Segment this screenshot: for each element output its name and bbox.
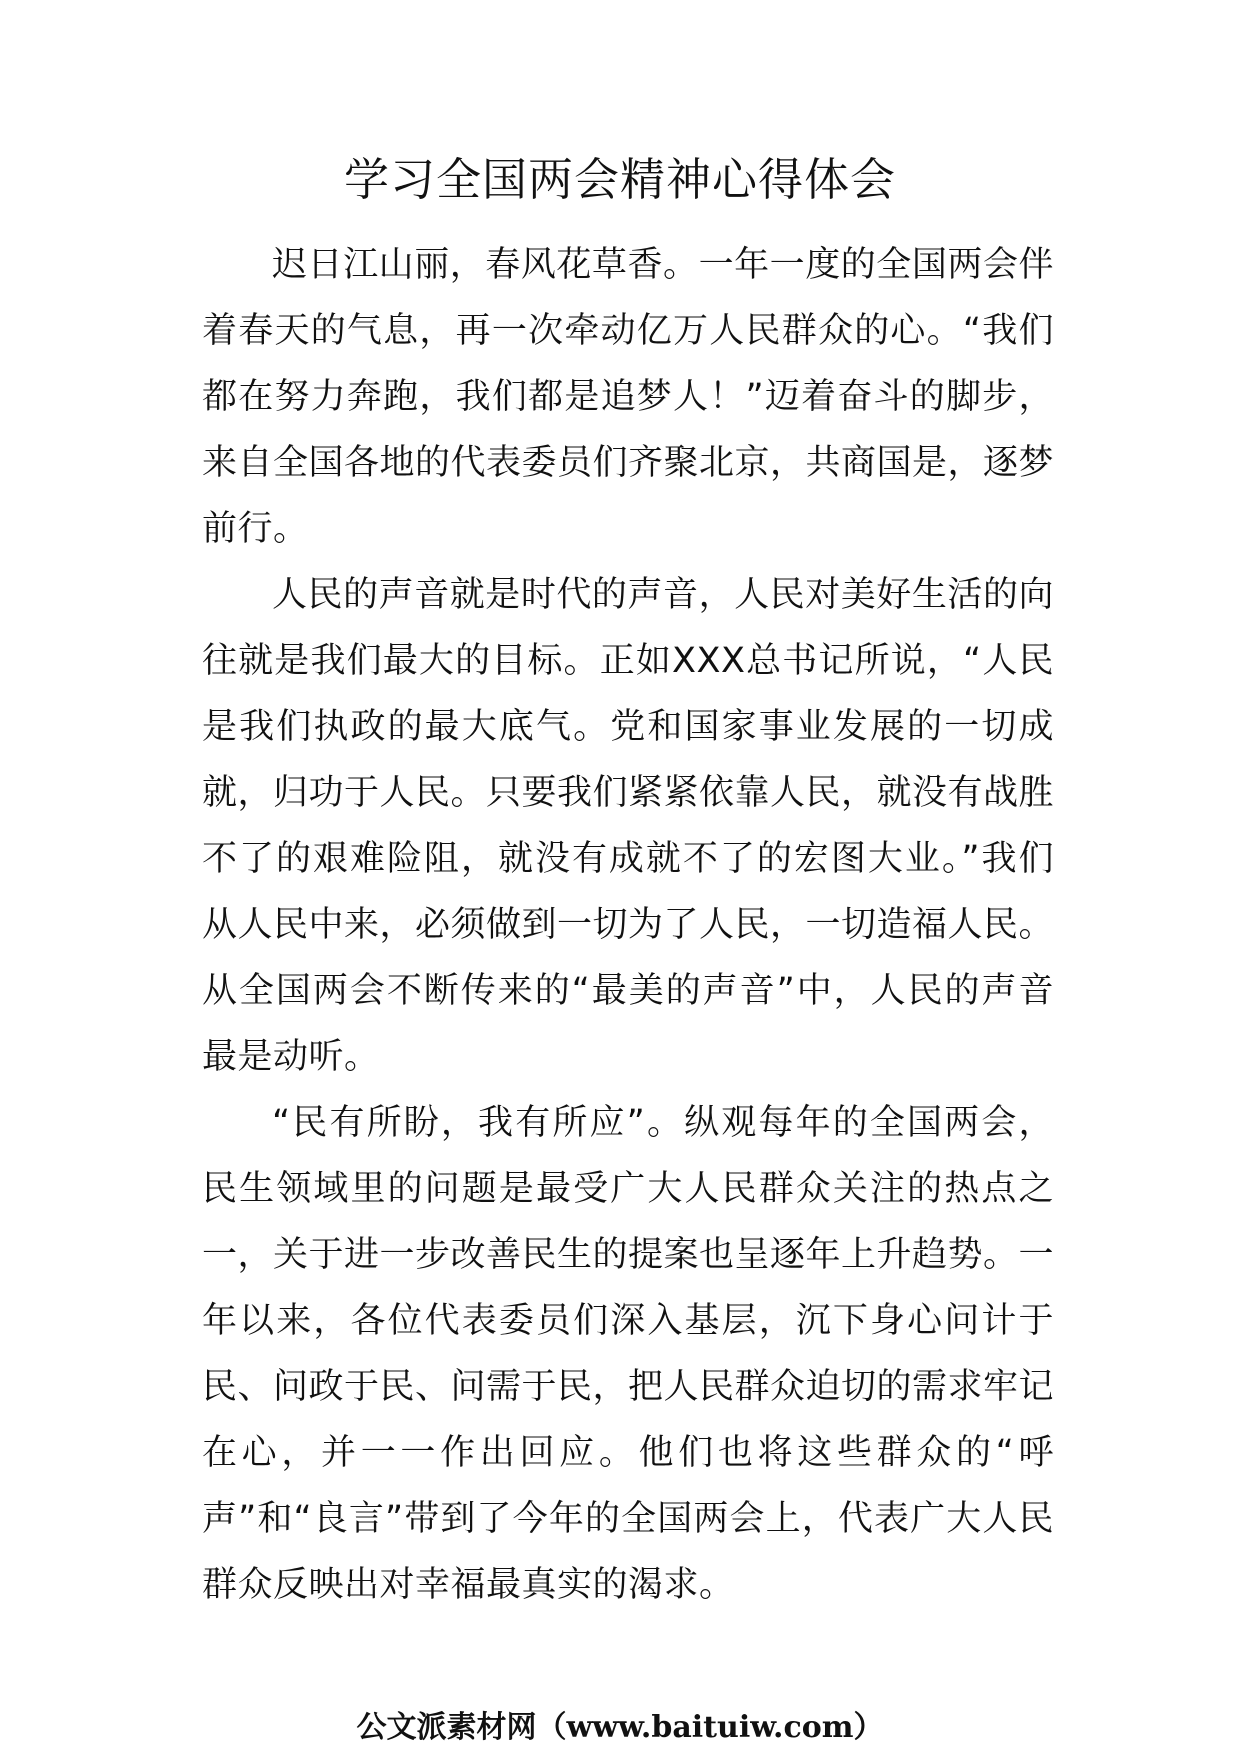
- document-title: 学习全国两会精神心得体会: [343, 153, 896, 206]
- paragraph-3: “民有所盼，我有所应”。纵观每年的全国两会，民生领域里的问题是最受广大人民群众关注的热点之一，关于进一步改善民生的提案也呈逐年上升趋势。一年以来，各位代表委员们深入基层，沉下身心问计于民、问政于民、问需于民，把人民群众迫切的需求牢记在心，并一一作出回应。他们也将这些群众的“呼声”和“良言”带到了今年的全国两会上，代表广大人民群众反映出对幸福最真实的渴求。: [202, 1103, 1055, 1605]
- paragraph-1: 迟日江山丽，春风花草香。一年一度的全国两会伴着春天的气息，再一次牵动亿万人民群众的心。“我们都在努力奔跑，我们都是追梦人！”迈着奋斗的脚步，来自全国各地的代表委员们齐聚北京，共商国是，逐梦前行。: [202, 245, 1055, 549]
- paragraph-2: 人民的声音就是时代的声音，人民对美好生活的向往就是我们最大的目标。正如XXX总书记所说，“人民是我们执政的最大底气。党和国家事业发展的一切成就，归功于人民。只要我们紧紧依靠人民，就没有战胜不了的艰难险阻，就没有成就不了的宏图大业。”我们从人民中来，必须做到一切为了人民，一切造福人民。从全国两会不断传来的“最美的声音”中，人民的声音最是动听。: [202, 575, 1055, 1077]
- document-body: [202, 232, 1054, 1618]
- footer-watermark: 公文派素材网（www.baituiw.com）: [356, 1710, 884, 1745]
